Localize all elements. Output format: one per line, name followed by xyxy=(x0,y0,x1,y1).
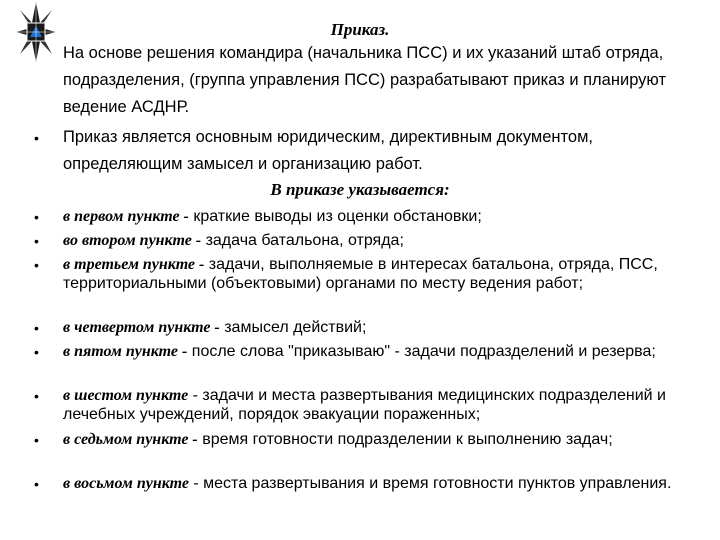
intro-paragraph: На основе решения командира (начальника ПСС) и их указаний штаб отряда, подразделения, (группа управления ПСС) разрабатывают приказ и планируют ведение АСДНР. xyxy=(63,44,666,116)
bullet-marker: • xyxy=(34,130,39,146)
list-item: в восьмом пункте - места развертывания и время готовности пунктов управления. xyxy=(63,475,672,492)
list-item: в седьмом пункте - время готовности подразделении к выполнению задач; xyxy=(63,431,613,448)
list-item: во втором пункте - задача батальона, отряда; xyxy=(63,232,404,249)
list-item: в пятом пункте - после слова "приказываю" - задачи подразделений и резерва; xyxy=(63,343,656,360)
main-bullet-text: Приказ является основным юридическим, директивным документом, определяющим замысел и организацию работ. xyxy=(63,128,594,173)
list-item: в третьем пункте - задачи, выполняемые в интересах батальона, отряда, ПСС, территориальными (объектовыми) органами по месту ведения работ; xyxy=(63,256,658,292)
bullet-marker: • xyxy=(34,344,39,360)
list-item: в четвертом пункте - замысел действий; xyxy=(63,319,367,336)
bullet-marker: • xyxy=(34,233,39,249)
section-subtitle: В приказе указывается: xyxy=(270,180,450,199)
bullet-marker: • xyxy=(34,320,39,336)
page-title: Приказ. xyxy=(330,20,390,39)
bullet-marker: • xyxy=(34,388,39,404)
list-item: в шестом пункте - задачи и места развертывания медицинских подразделений и лечебных учреждений, порядок эвакуации пораженных; xyxy=(63,387,666,423)
bullet-marker: • xyxy=(34,209,39,225)
bullet-marker: • xyxy=(34,476,39,492)
bullet-marker: • xyxy=(34,432,39,448)
list-item: в первом пункте - краткие выводы из оценки обстановки; xyxy=(63,208,482,225)
bullet-marker: • xyxy=(34,257,39,273)
